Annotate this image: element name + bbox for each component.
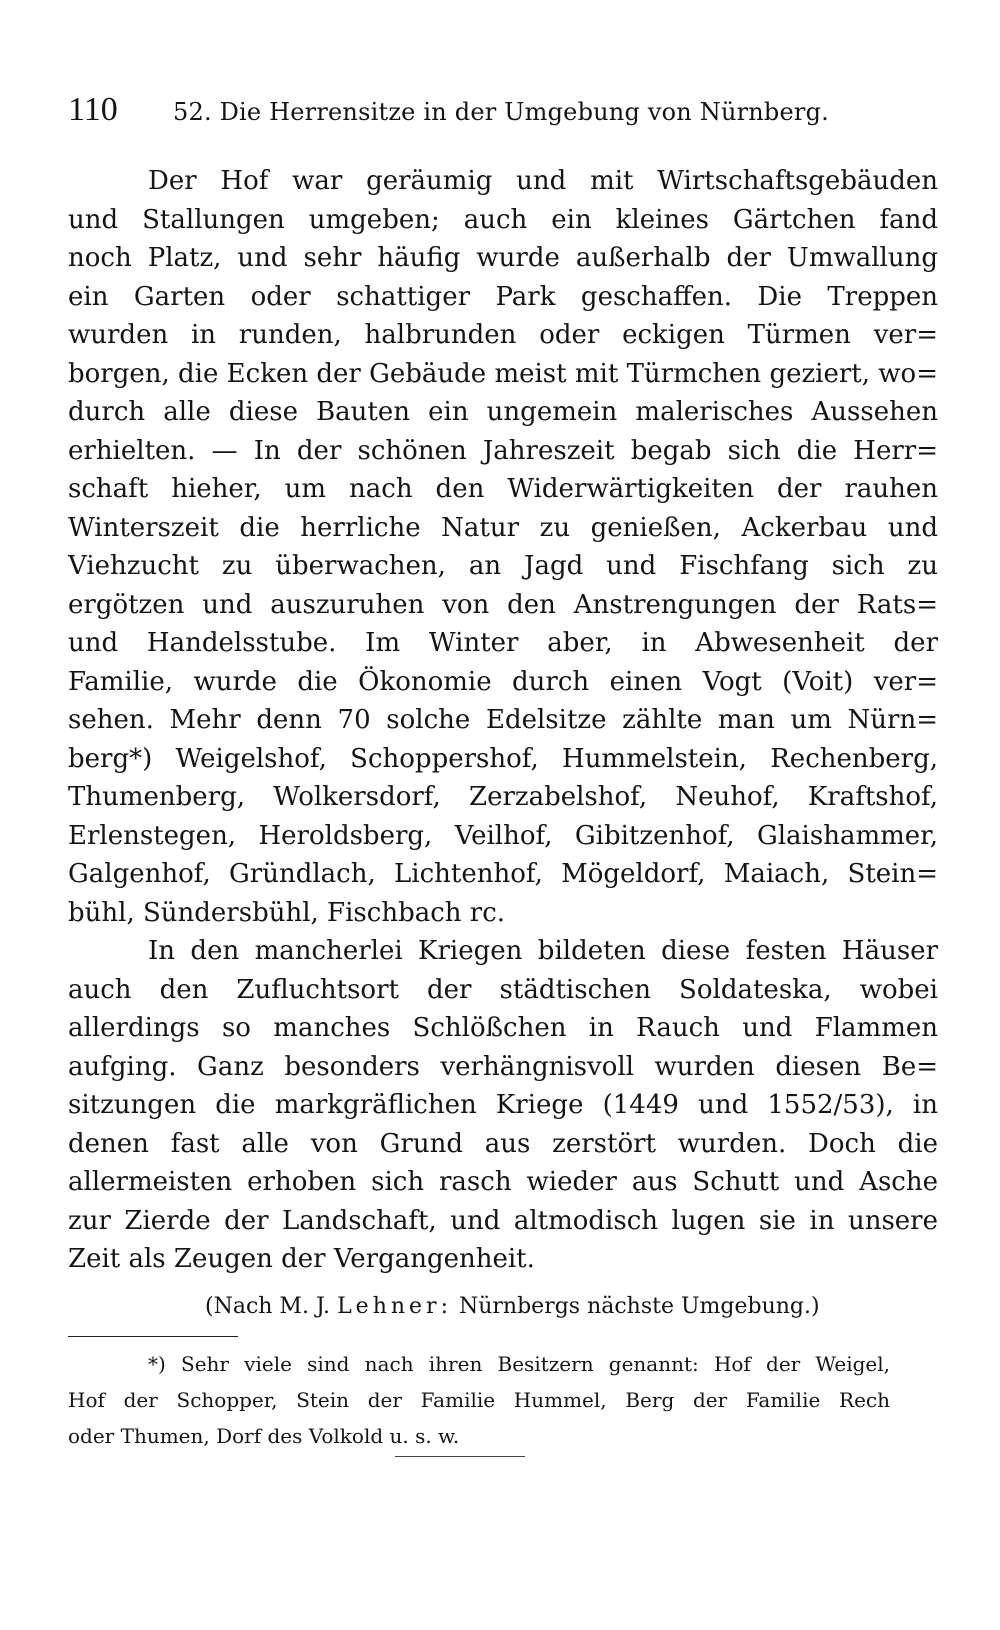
running-title: 52. Die Herrensitze in der Umgebung von Nürnberg. <box>173 98 829 126</box>
text-line: erhielten. — In der schönen Jahreszeit begab sich die Herr= <box>68 435 938 466</box>
text-line: aufging. Ganz besonders verhängnisvoll wurden diesen Be= <box>68 1051 938 1082</box>
text-line: Zeit als Zeugen der Vergangenheit. <box>68 1244 535 1274</box>
text-line: ein Garten oder schattiger Park geschaffen. Die Treppen <box>68 281 938 312</box>
citation-author: Lehner: <box>337 1294 452 1319</box>
text-line: schaft hieher, um nach den Widerwärtigkeiten der rauhen <box>68 474 938 504</box>
text-line: Erlenstegen, Heroldsberg, Veilhof, Gibitzenhof, Glaishammer, <box>68 820 938 851</box>
text-line: Viehzucht zu überwachen, an Jagd und Fischfang sich zu <box>68 551 938 581</box>
citation-prefix: (Nach M. J. <box>205 1294 331 1319</box>
text-line: sitzungen die markgräflichen Kriege (1449 und 1552/53), in <box>68 1090 938 1120</box>
text-line: sehen. Mehr denn 70 solche Edelsitze zählte man um Nürn= <box>68 705 938 735</box>
text-line: berg*) Weigelshof, Schoppershof, Hummelstein, Rechenberg, <box>68 743 938 774</box>
main-text <box>68 162 938 1279</box>
text-line: Der Hof war geräumig und mit Wirtschaftsgebäuden <box>148 166 938 196</box>
footnote <box>68 1346 890 1454</box>
text-line: Galgenhof, Gründlach, Lichtenhof, Mögeldorf, Maiach, Stein= <box>68 859 938 889</box>
text-line: denen fast alle von Grund aus zerstört wurden. Doch die <box>68 1128 938 1159</box>
text-line: allerdings so manches Schlößchen in Rauch und Flammen <box>68 1013 938 1043</box>
text-line: allermeisten erhoben sich rasch wieder aus Schutt und Asche <box>68 1167 938 1197</box>
end-rule <box>395 1456 525 1457</box>
text-line: ergötzen und auszuruhen von den Anstrengungen der Rats= <box>68 589 938 620</box>
text-line: borgen, die Ecken der Gebäude meist mit Türmchen geziert, wo= <box>68 358 938 389</box>
text-line: Thumenberg, Wolkersdorf, Zerzabelshof, Neuhof, Kraftshof, <box>68 782 938 812</box>
text-line: bühl, Sündersbühl, Fischbach rc. <box>68 897 506 928</box>
page-number: 110 <box>68 91 118 128</box>
text-line: und Stallungen umgeben; auch ein kleines Gärtchen fand <box>68 204 938 235</box>
paragraph-2 <box>68 932 938 1279</box>
text-line: Familie, wurde die Ökonomie durch einen Vogt (Voit) ver= <box>68 666 938 697</box>
text-line: durch alle diese Bauten ein ungemein malerisches Aussehen <box>68 397 938 427</box>
paragraph-1 <box>68 162 938 932</box>
footnote-line: *) Sehr viele sind nach ihren Besitzern genannt: Hof der Weigel, <box>148 1352 890 1376</box>
text-line: Winterszeit die herrliche Natur zu genießen, Ackerbau und <box>68 512 938 543</box>
footnote-line: oder Thumen, Dorf des Volkold u. s. w. <box>68 1424 460 1448</box>
citation-title: Nürnbergs nächste Umgebung.) <box>458 1294 820 1319</box>
text-line: und Handelsstube. Im Winter aber, in Abwesenheit der <box>68 628 938 658</box>
text-line: noch Platz, und sehr häufig wurde außerhalb der Umwallung <box>68 243 938 273</box>
footnote-line: Hof der Schopper, Stein der Familie Hummel, Berg der Familie Rech <box>68 1388 890 1412</box>
text-line: In den mancherlei Kriegen bildeten diese festen Häuser <box>148 936 938 966</box>
text-line: zur Zierde der Landschaft, und altmodisch lugen sie in unsere <box>68 1205 938 1236</box>
source-citation <box>205 1290 820 1324</box>
text-line: auch den Zufluchtsort der städtischen Soldateska, wobei <box>68 974 938 1005</box>
text-line: wurden in runden, halbrunden oder eckigen Türmen ver= <box>68 320 938 350</box>
page-header <box>68 88 938 138</box>
footnote-divider <box>68 1336 238 1337</box>
